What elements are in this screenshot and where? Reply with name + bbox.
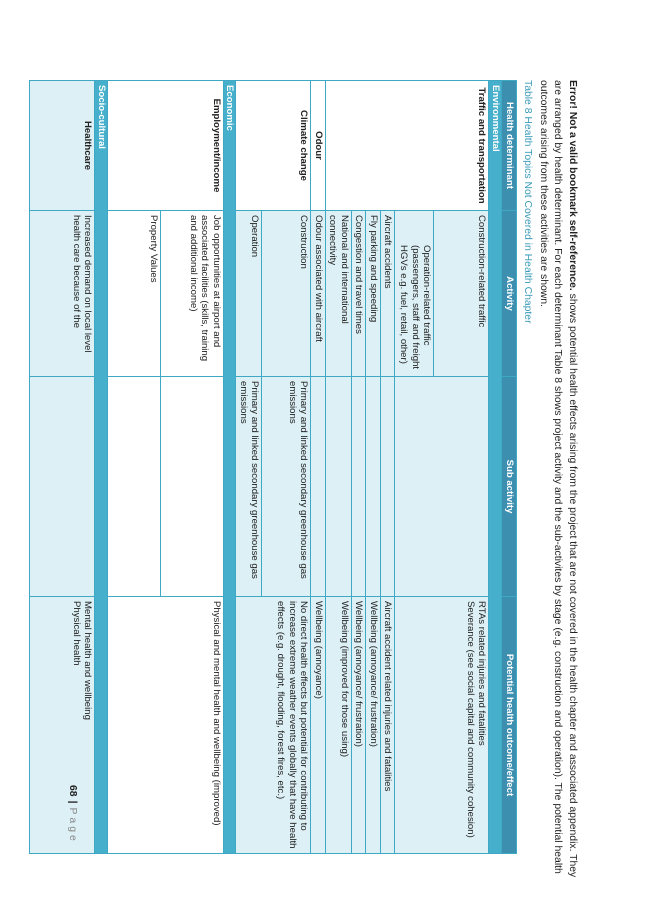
header-sub-activity: Sub activity	[502, 377, 517, 597]
sub-activity-cell	[381, 377, 396, 597]
outcome-cell: Wellbeing (annoyance/ frustration)	[352, 597, 367, 854]
determinant-employment: Employment/income	[108, 81, 224, 211]
outcome-cell: Mental health and wellbeing Physical health	[30, 597, 95, 854]
sub-activity-cell	[366, 377, 381, 597]
outcome-cell: RTAs related injuries and fatalities Severance (see social capital and community cohesion)	[395, 597, 489, 854]
page-word: Page	[67, 807, 78, 844]
header-activity: Activity	[502, 211, 517, 377]
page-number	[67, 785, 78, 844]
intro-paragraph	[536, 80, 580, 880]
sub-activity-cell: Primary and linked secondary greenhouse gas emissions	[262, 377, 311, 597]
table-row	[311, 81, 326, 854]
outcome-cell: Aircraft accident related injuries and fatalities	[381, 597, 396, 854]
outcome-cell: Wellbeing (annoyance/ frustration)	[366, 597, 381, 854]
activity-cell: Operation	[236, 211, 262, 377]
sub-activity-cell	[395, 377, 489, 597]
bookmark-error: Error! Not a valid bookmark self-reference.	[567, 80, 578, 291]
table-row	[262, 81, 311, 854]
determinant-climate: Climate change	[236, 81, 311, 211]
sub-activity-cell	[161, 377, 224, 597]
section-economic: Economic	[224, 81, 237, 854]
section-row	[489, 81, 502, 854]
determinant-odour: Odour	[311, 81, 326, 211]
section-environmental: Environmental	[489, 81, 502, 854]
sub-activity-cell: Primary and linked secondary greenhouse gas emissions	[236, 377, 262, 597]
activity-cell: Aircraft accidents	[381, 211, 396, 377]
outcome-cell: Wellbeing (annoyance)	[311, 597, 326, 854]
sub-activity-cell	[326, 377, 352, 597]
activity-cell: Property Values	[108, 211, 161, 377]
activity-cell: Increased demand on local level health care because of the	[30, 211, 95, 377]
table-caption: Table 8 Health Topics Not Covered in Health Chapter	[522, 80, 533, 324]
outcome-cell: Physical and mental health and wellbeing (improved)	[108, 597, 224, 854]
activity-cell: Job opportunities at airport and associated facilities (skills, training and additional income)	[161, 211, 224, 377]
activity-cell: Odour associated with aircraft	[311, 211, 326, 377]
determinant-traffic: Traffic and transportation	[326, 81, 490, 211]
sub-activity-cell	[30, 377, 95, 597]
header-outcome: Potential health outcome/effect	[502, 597, 517, 854]
table-row	[30, 81, 95, 854]
page-number-value: 68	[67, 785, 78, 797]
table-header-row	[502, 81, 517, 854]
activity-cell: Construction-related traffic	[434, 211, 489, 377]
activity-cell: National and international connectivity	[326, 211, 352, 377]
activity-cell: Construction	[262, 211, 311, 377]
header-determinant: Health determinant	[502, 81, 517, 211]
section-row	[224, 81, 237, 854]
intro-text: shows potential health effects arising from the project that are not covered in the health chapter and associated appendix. They are arranged by health determinant. For each determinant Table 8 shows project activity and the sub-activites by stage (e.g. construction and operation). The potential health outcomes arising from these activities are shown.	[538, 80, 578, 878]
page-separator: |	[67, 800, 78, 804]
activity-cell: Fly parking and speeding	[366, 211, 381, 377]
health-topics-table	[30, 80, 518, 854]
activity-cell: Congestion and travel times	[352, 211, 367, 377]
outcome-cell: Wellbeing (improved for those using)	[326, 597, 352, 854]
sub-activity-cell	[352, 377, 367, 597]
section-row	[95, 81, 108, 854]
sub-activity-cell	[311, 377, 326, 597]
determinant-healthcare: Healthcare	[30, 81, 95, 211]
table-row	[161, 81, 224, 854]
outcome-cell: No direct health effects but potential for contributing to increase extreme weather events globally that have health effects (e.g. drought, flooding, forest fires, etc.)	[236, 597, 311, 854]
sub-activity-cell	[108, 377, 161, 597]
section-sociocultural: Socio-cultural	[95, 81, 108, 854]
activity-cell: Operation-related traffic (passengers, staff and freight HGVs e.g. fuel, retail, other)	[395, 211, 434, 377]
table-row	[434, 81, 489, 854]
